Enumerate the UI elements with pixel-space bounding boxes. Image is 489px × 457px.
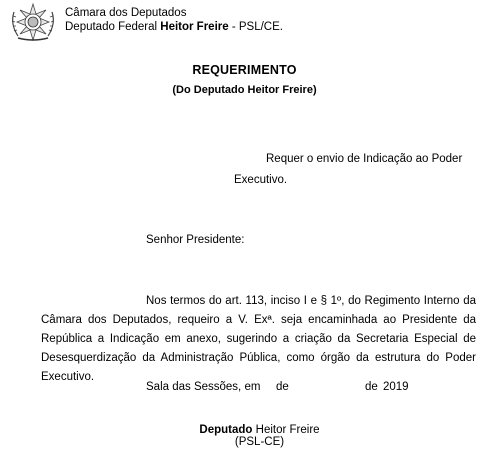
- signature-party: (PSL-CE): [234, 436, 285, 448]
- brazil-coat-of-arms-icon: [8, 2, 58, 42]
- deputy-suffix: - PSL/CE.: [228, 21, 283, 33]
- document-title: REQUERIMENTO: [192, 63, 297, 77]
- place-date-de-1: de: [276, 381, 289, 393]
- deputy-name: Heitor Freire: [160, 21, 229, 33]
- ementa-text: Requer o envio de Indicação ao Poder Executivo.: [234, 153, 463, 186]
- deputy-prefix: Deputado Federal: [65, 21, 161, 33]
- place-date-year: 2019: [383, 381, 409, 393]
- document-subtitle: (Do Deputado Heitor Freire): [172, 84, 317, 96]
- signature-deputy-name: Heitor Freire: [252, 424, 320, 436]
- salutation: Senhor Presidente:: [146, 234, 245, 246]
- deputy-line: [65, 20, 283, 34]
- place-date-label: Sala das Sessões, em: [146, 381, 261, 393]
- body-paragraph: Nos termos do art. 113, inciso I e § 1º, do Regimento Interno da Câmara dos Deputados, requeiro a V. Exª. seja encaminhada ao Presidente da República a Indicação em anexo, sugerindo a criação da Secretaria Especial de Desesquerdização da Administração Pública, como órgão da estrutura do Poder Executivo.: [41, 295, 476, 383]
- place-date-de-2: de: [365, 381, 378, 393]
- institution-name: Câmara dos Deputados: [65, 7, 187, 19]
- letterhead: [65, 6, 283, 34]
- signature-title: Deputado: [199, 424, 253, 436]
